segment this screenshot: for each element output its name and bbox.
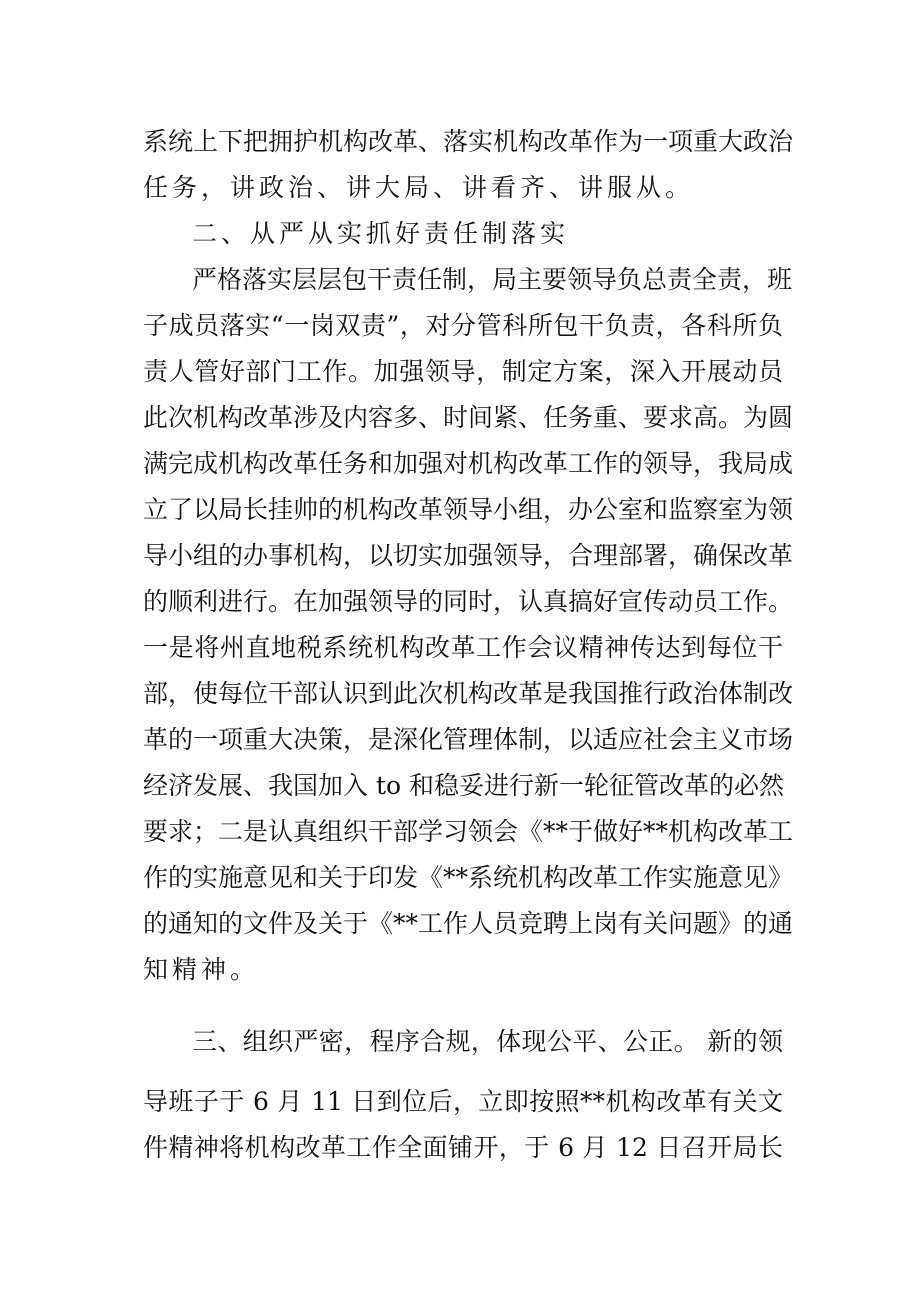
text-line: 满完成机构改革任务和加强对机构改革工作的领导，我局成 <box>143 449 794 478</box>
text-line: 的顺利进行。在加强领导的同时，认真搞好宣传动员工作。 <box>143 587 794 616</box>
text-line: 一是将州直地税系统机构改革工作会议精神传达到每位干 <box>143 633 783 662</box>
text-line: 导班子于 6 月 11 日到位后，立即按照**机构改革有关文 <box>143 1087 783 1116</box>
text-line: 的通知的文件及关于《**工作人员竞聘上岗有关问题》的通 <box>143 909 794 938</box>
text-line: 知精神。 <box>143 955 260 984</box>
text-line: 革的一项重大决策，是深化管理体制，以适应社会主义市场 <box>143 725 794 754</box>
text-line: 经济发展、我国加入 to 和稳妥进行新一轮征管改革的必然 <box>143 771 784 800</box>
text-line: 件精神将机构改革工作全面铺开，于 6 月 12 日召开局长 <box>143 1133 783 1162</box>
section-heading: 三、组织严密，程序合规，体现公平、公正。 新的领 <box>192 1027 783 1056</box>
text-line: 责人管好部门工作。加强领导，制定方案，深入开展动员 <box>143 357 783 386</box>
text-line: 严格落实层层包干责任制，局主要领导负总责全责，班 <box>192 265 793 294</box>
text-line: 系统上下把拥护机构改革、落实机构改革作为一项重大政治 <box>143 127 794 156</box>
text-line: 立了以局长挂帅的机构改革领导小组，办公室和监察室为领 <box>143 495 794 524</box>
text-line: 部，使每位干部认识到此次机构改革是我国推行政治体制改 <box>143 679 794 708</box>
text-line: 作的实施意见和关于印发《**系统机构改革工作实施意见》 <box>143 863 794 892</box>
section-heading: 二、从严从实抓好责任制落实 <box>192 219 570 248</box>
text-line: 导小组的办事机构，以切实加强领导，合理部署，确保改革 <box>143 541 794 570</box>
text-line: 任务，讲政治、讲大局、讲看齐、讲服从。 <box>143 173 695 202</box>
text-line: 此次机构改革涉及内容多、时间紧、任务重、要求高。为圆 <box>143 403 794 432</box>
text-line: 要求；二是认真组织干部学习领会《**于做好**机构改革工 <box>143 817 794 846</box>
text-line: 子成员落实“一岗双责”，对分管科所包干负责，各科所负 <box>143 311 783 340</box>
